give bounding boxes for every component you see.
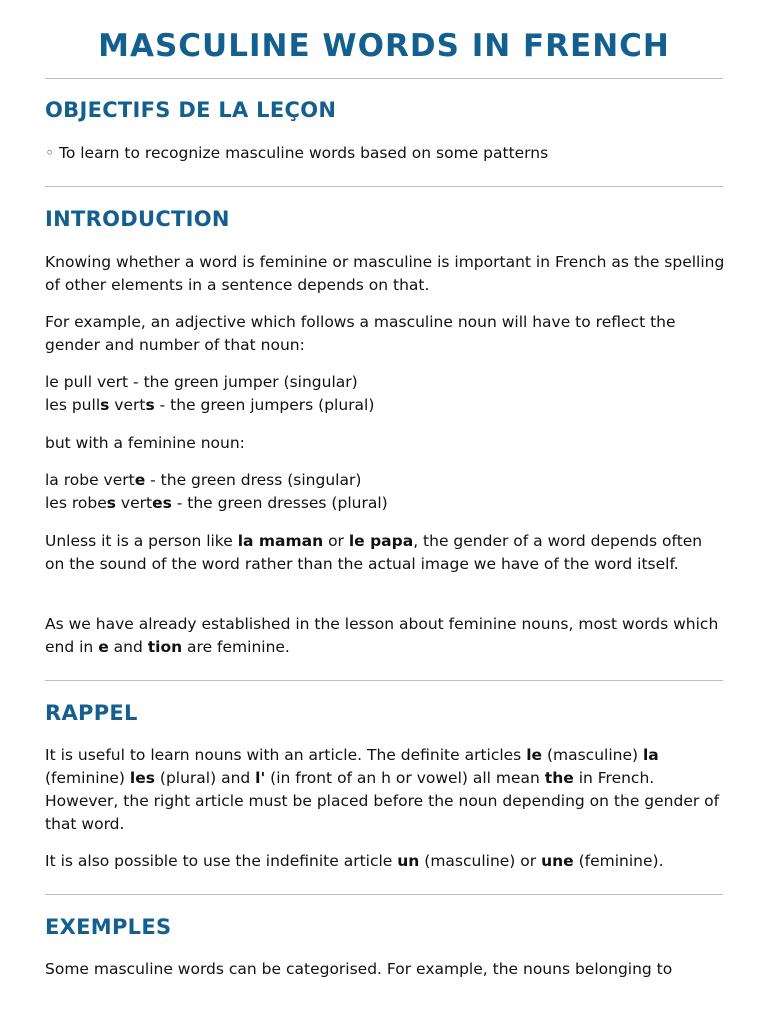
paragraph: Unless it is a person like la maman or le papa, the gender of a word depends often on the sound of the word rather than the actual image we have of the word itself. [45, 532, 703, 573]
paragraph: For example, an adjective which follows a masculine noun will have to reflect the gender and number of that noun: [45, 313, 676, 354]
example-line: le pull vert - the green jumper (singular) [45, 373, 358, 391]
example-block: le pull vert - the green jumper (singular) les pulls verts - the green jumpers (plural) [45, 373, 375, 414]
paragraph: Some masculine words can be categorised. For example, the nouns belonging to [45, 960, 673, 978]
divider [45, 186, 723, 187]
bullet-icon: ◦ [45, 144, 55, 162]
page-title: MASCULINE WORDS IN FRENCH [98, 28, 670, 64]
section-heading-objectifs: OBJECTIFS DE LA LEÇON [45, 98, 337, 122]
paragraph: It is useful to learn nouns with an article. The definite articles le (masculine) la (feminine) les (plural) and l' (in front of an h or vowel) all mean the in French. However, the right article must be placed before the noun depending on the gender of that word. [45, 746, 720, 833]
section-heading-introduction: INTRODUCTION [45, 207, 230, 231]
divider [45, 680, 723, 681]
divider [45, 894, 723, 895]
list-item-text: To learn to recognize masculine words based on some patterns [59, 144, 549, 162]
list-item [45, 142, 548, 165]
section-heading-exemples: EXEMPLES [45, 915, 172, 939]
paragraph: Knowing whether a word is feminine or masculine is important in French as the spelling of other elements in a sentence depends on that. [45, 253, 725, 294]
divider [45, 78, 723, 79]
paragraph: As we have already established in the lesson about feminine nouns, most words which end in e and tion are feminine. [45, 615, 719, 656]
section-heading-rappel: RAPPEL [45, 701, 138, 725]
example-block: la robe verte - the green dress (singular) les robes vertes - the green dresses (plural) [45, 471, 388, 512]
paragraph: It is also possible to use the indefinite article un (masculine) or une (feminine). [45, 852, 664, 870]
paragraph: but with a feminine noun: [45, 434, 245, 452]
